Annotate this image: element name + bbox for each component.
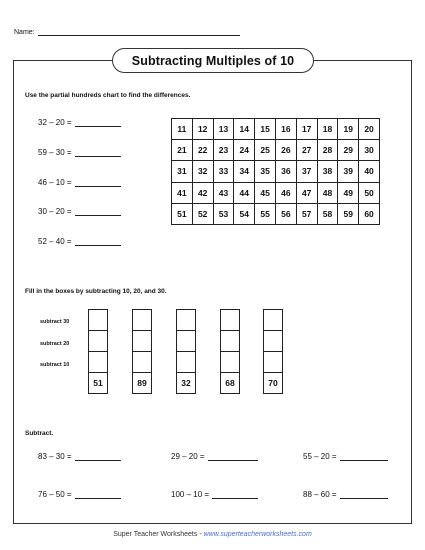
- title-text: Subtracting Multiples of 10: [131, 53, 295, 68]
- answer-blank[interactable]: [340, 454, 388, 461]
- answer-box[interactable]: [220, 309, 240, 331]
- footer-link[interactable]: www.superteacherworksheets.com: [203, 531, 312, 538]
- chart-cell: 38: [317, 161, 338, 182]
- footer-separator: -: [197, 531, 204, 538]
- row-label-subtract-10: subtract 10: [40, 362, 70, 368]
- answer-blank[interactable]: [208, 454, 258, 461]
- start-number: 70: [263, 372, 283, 394]
- chart-row: [172, 161, 380, 182]
- problem-text: 76 – 50 =: [38, 490, 72, 499]
- chart-cell: 50: [359, 182, 380, 203]
- chart-cell: 35: [255, 161, 276, 182]
- chart-cell: 31: [172, 161, 193, 182]
- chart-cell: 14: [234, 119, 255, 140]
- footer: [0, 531, 425, 538]
- chart-cell: 44: [234, 182, 255, 203]
- chart-cell: 16: [275, 119, 296, 140]
- problem: [171, 490, 258, 499]
- answer-box[interactable]: [263, 330, 283, 352]
- answer-blank[interactable]: [75, 492, 121, 499]
- row-label-subtract-30: subtract 30: [40, 319, 70, 325]
- problem-text: 59 – 30 =: [38, 148, 72, 157]
- chart-cell: 26: [275, 140, 296, 161]
- problem-text: 32 – 20 =: [38, 118, 72, 127]
- chart-cell: 55: [255, 203, 276, 224]
- name-row: [14, 28, 240, 36]
- problem-text: 29 – 20 =: [171, 452, 205, 461]
- row-label-subtract-20: subtract 20: [40, 341, 70, 347]
- chart-cell: 29: [338, 140, 359, 161]
- problem-text: 100 – 10 =: [171, 490, 210, 499]
- chart-cell: 39: [338, 161, 359, 182]
- answer-blank[interactable]: [75, 209, 121, 216]
- chart-cell: 51: [172, 203, 193, 224]
- subtraction-stack: [263, 309, 283, 394]
- problem: [38, 490, 121, 499]
- problem: [38, 178, 121, 187]
- chart-cell: 18: [317, 119, 338, 140]
- problem: [38, 452, 121, 461]
- answer-blank[interactable]: [75, 120, 121, 127]
- answer-box[interactable]: [132, 351, 152, 373]
- worksheet-title: [112, 48, 314, 73]
- chart-cell: 46: [275, 182, 296, 203]
- chart-cell: 57: [296, 203, 317, 224]
- problem-text: 46 – 10 =: [38, 178, 72, 187]
- subtraction-stack: [176, 309, 196, 394]
- hundreds-chart: [171, 118, 380, 225]
- answer-blank[interactable]: [212, 492, 258, 499]
- answer-box[interactable]: [220, 330, 240, 352]
- start-number: 68: [220, 372, 240, 394]
- problem: [38, 207, 121, 216]
- answer-box[interactable]: [88, 330, 108, 352]
- section2-instruction: Fill in the boxes by subtracting 10, 20, and 30.: [25, 288, 167, 295]
- chart-cell: 24: [234, 140, 255, 161]
- answer-box[interactable]: [176, 330, 196, 352]
- problem: [171, 452, 258, 461]
- chart-cell: 54: [234, 203, 255, 224]
- footer-brand: Super Teacher Worksheets: [113, 531, 198, 538]
- chart-cell: 30: [359, 140, 380, 161]
- chart-cell: 52: [192, 203, 213, 224]
- subtraction-stack: [132, 309, 152, 394]
- subtraction-stack: [220, 309, 240, 394]
- chart-cell: 56: [275, 203, 296, 224]
- section1-instruction: Use the partial hundreds chart to find the differences.: [25, 92, 191, 99]
- problem-text: 52 – 40 =: [38, 237, 72, 246]
- answer-blank[interactable]: [340, 492, 388, 499]
- chart-cell: 47: [296, 182, 317, 203]
- name-label: Name:: [14, 29, 35, 36]
- chart-cell: 58: [317, 203, 338, 224]
- chart-cell: 60: [359, 203, 380, 224]
- chart-cell: 27: [296, 140, 317, 161]
- chart-cell: 49: [338, 182, 359, 203]
- answer-blank[interactable]: [75, 454, 121, 461]
- chart-row: [172, 203, 380, 224]
- answer-box[interactable]: [132, 330, 152, 352]
- problem: [303, 490, 388, 499]
- chart-cell: 41: [172, 182, 193, 203]
- chart-cell: 13: [213, 119, 234, 140]
- answer-box[interactable]: [132, 309, 152, 331]
- answer-box[interactable]: [176, 351, 196, 373]
- chart-cell: 17: [296, 119, 317, 140]
- subtraction-stack: [88, 309, 108, 394]
- chart-cell: 23: [213, 140, 234, 161]
- chart-cell: 32: [192, 161, 213, 182]
- chart-cell: 20: [359, 119, 380, 140]
- answer-box[interactable]: [88, 309, 108, 331]
- start-number: 89: [132, 372, 152, 394]
- chart-cell: 59: [338, 203, 359, 224]
- chart-cell: 42: [192, 182, 213, 203]
- problem: [303, 452, 388, 461]
- chart-cell: 28: [317, 140, 338, 161]
- answer-box[interactable]: [263, 309, 283, 331]
- answer-box[interactable]: [176, 309, 196, 331]
- chart-cell: 25: [255, 140, 276, 161]
- problem: [38, 237, 121, 246]
- chart-cell: 21: [172, 140, 193, 161]
- start-number: 32: [176, 372, 196, 394]
- chart-cell: 12: [192, 119, 213, 140]
- problem-text: 30 – 20 =: [38, 207, 72, 216]
- answer-blank[interactable]: [75, 239, 121, 246]
- answer-box[interactable]: [88, 351, 108, 373]
- chart-cell: 34: [234, 161, 255, 182]
- answer-blank[interactable]: [75, 150, 121, 157]
- start-number: 51: [88, 372, 108, 394]
- chart-row: [172, 140, 380, 161]
- chart-cell: 40: [359, 161, 380, 182]
- chart-cell: 19: [338, 119, 359, 140]
- problem: [38, 118, 121, 127]
- chart-cell: 45: [255, 182, 276, 203]
- answer-blank[interactable]: [75, 180, 121, 187]
- answer-box[interactable]: [263, 351, 283, 373]
- problem-text: 55 – 20 =: [303, 452, 337, 461]
- chart-cell: 36: [275, 161, 296, 182]
- chart-cell: 37: [296, 161, 317, 182]
- problem-text: 88 – 60 =: [303, 490, 337, 499]
- chart-cell: 43: [213, 182, 234, 203]
- name-field[interactable]: [38, 28, 240, 36]
- problem-text: 83 – 30 =: [38, 452, 72, 461]
- chart-cell: 48: [317, 182, 338, 203]
- chart-cell: 53: [213, 203, 234, 224]
- problem: [38, 148, 121, 157]
- chart-row: [172, 119, 380, 140]
- answer-box[interactable]: [220, 351, 240, 373]
- chart-cell: 15: [255, 119, 276, 140]
- section3-instruction: Subtract.: [25, 430, 54, 437]
- chart-cell: 33: [213, 161, 234, 182]
- chart-cell: 11: [172, 119, 193, 140]
- chart-cell: 22: [192, 140, 213, 161]
- chart-row: [172, 182, 380, 203]
